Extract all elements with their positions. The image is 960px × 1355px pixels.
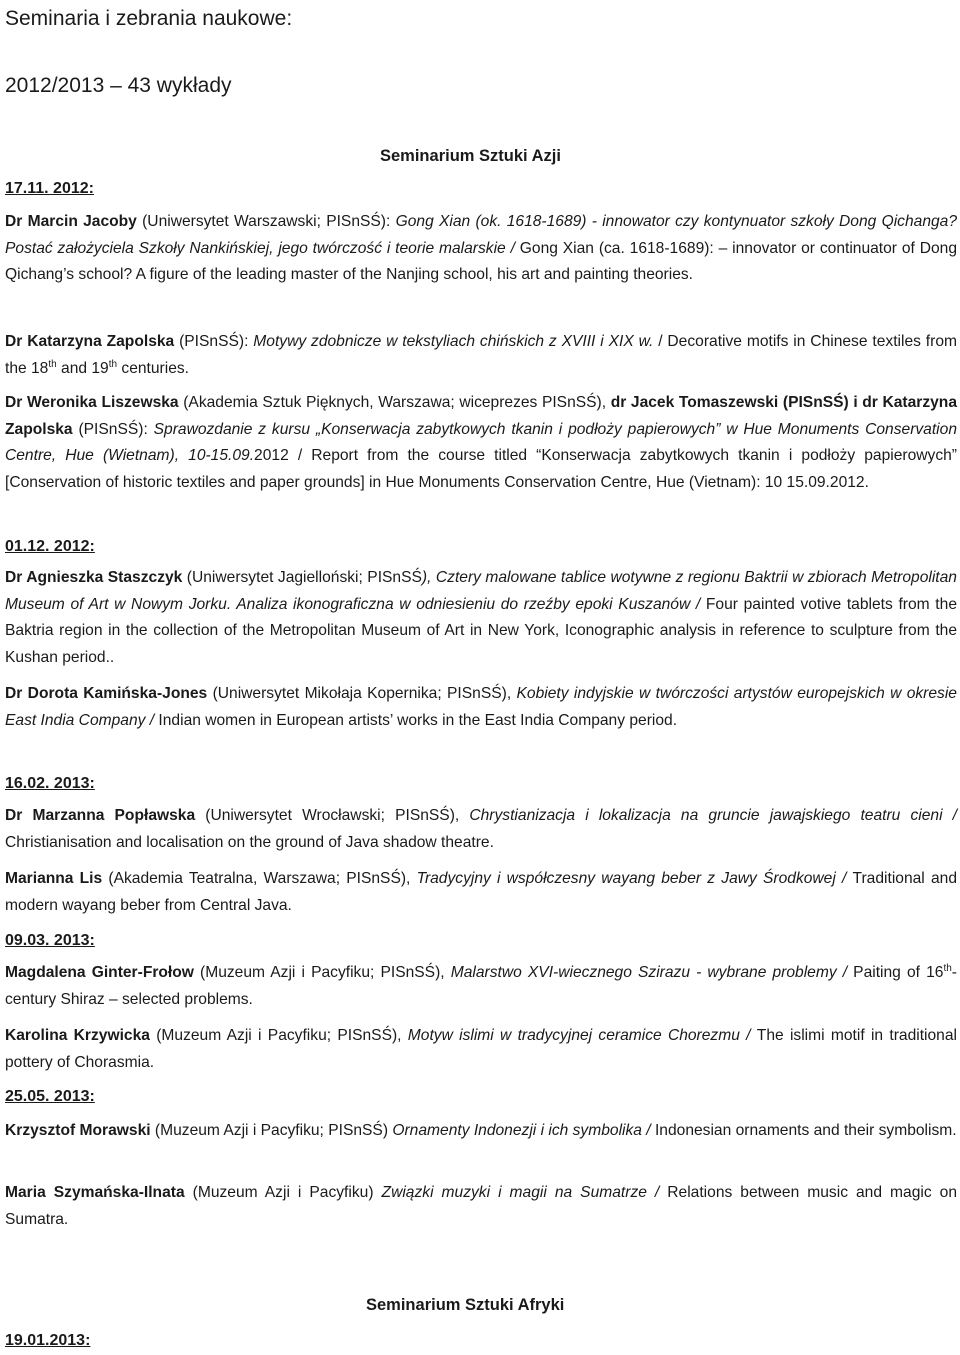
lecture-title-english: Relations between music and magic on Sumatra.	[5, 1184, 957, 1228]
lecture-title-english: Traditional and modern wayang beber from Central Java.	[5, 870, 957, 914]
lecture-title-polish: Motyw islimi w tradycyjnej ceramice Chorezmu /	[407, 1027, 757, 1044]
speaker-affiliation: (Muzeum Azji i Pacyfiku; PISnSŚ),	[149, 1027, 408, 1044]
speaker-affiliation: (Uniwersytet Jagielloński; PISnSŚ	[182, 569, 422, 586]
speaker-affiliation: (PISnSŚ):	[174, 333, 254, 350]
lecture-entry-krzywicka	[5, 1023, 957, 1076]
speaker-name: Dr Dorota Kamińska-Jones	[5, 685, 208, 702]
speaker-affiliation: (Uniwersytet Wrocławski; PISnSŚ),	[195, 807, 470, 824]
speaker-name: Dr Weronika Liszewska	[5, 394, 179, 411]
lecture-title-english: Indian women in European artists’ works in the East India Company period.	[158, 711, 678, 729]
speaker-name: dr Jacek Tomaszewski (PISnSŚ) i dr Katarzyna Zapolska	[5, 394, 958, 438]
lecture-title-polish: Tradycyjny i współczesny wayang beber z Jawy Środkowej /	[416, 870, 853, 887]
date-heading: 16.02. 2013:	[5, 775, 95, 792]
date-heading: 25.05. 2013:	[5, 1088, 95, 1105]
lecture-entry-ginter	[5, 960, 957, 1013]
speaker-affiliation: (Uniwersytet Warszawski; PISnSŚ):	[136, 213, 396, 230]
speaker-name: Krzysztof Morawski	[5, 1122, 151, 1139]
lecture-title-polish: Chrystianizacja i lokalizacja na gruncie jawajskiego teatru cieni /	[469, 807, 958, 824]
superscript: th	[48, 358, 57, 370]
lecture-entry-staszczyk	[5, 565, 957, 671]
speaker-affiliation: (Muzeum Azji i Pacyfiku; PISnSŚ)	[150, 1122, 393, 1139]
lecture-entry-szymanska	[5, 1180, 957, 1233]
speaker-affiliation: (Muzeum Azji i Pacyfiku; PISnSŚ),	[193, 964, 451, 981]
speaker-affiliation: (Akademia Sztuk Pięknych, Warszawa; wiceprezes PISnSŚ),	[178, 394, 611, 411]
lecture-title-english: -century Shiraz – selected problems.	[5, 964, 957, 1008]
lecture-entry-jacoby	[5, 209, 957, 289]
speaker-affiliation: (PISnSŚ):	[72, 420, 154, 438]
speaker-affiliation: (Uniwersytet Mikołaja Kopernika; PISnSŚ),	[207, 685, 517, 702]
asia-seminar-title: Seminarium Sztuki Azji	[380, 147, 561, 165]
lecture-title-english: 2012 / Report from the course titled “Konserwacja zabytkowych tkanin i podłoży papierowych” [Conservation of historic textiles and paper grounds] in Hue Monuments Conservation Centre, Hue (Vietnam): 10 15.09.2012.	[5, 447, 957, 491]
lecture-title-english: Gong Xian (ca. 1618-1689): – innovator or continuator of Dong Qichang’s school? A figure of the leading master of the Nanjing school, his art and painting theories.	[5, 239, 957, 283]
lecture-title-polish: Ornamenty Indonezji i ich symbolika /	[392, 1122, 655, 1139]
lecture-title-polish: Sprawozdanie z kursu „Konserwacja zabytkowych tkanin i podłoży papierowych” w Hue Monuments Conservation Centre, Hue (Wietnam), 10-15.09.	[5, 420, 957, 464]
date-heading: 19.01.2013:	[5, 1332, 91, 1349]
speaker-name: Dr Agnieszka Staszczyk	[5, 569, 183, 586]
speaker-name: Maria Szymańska-Ilnata	[5, 1184, 185, 1201]
superscript: th	[108, 358, 118, 370]
date-heading: 01.12. 2012:	[5, 538, 95, 555]
lecture-entry-poplawska	[5, 803, 957, 856]
lecture-entry-liszewska	[5, 390, 957, 496]
africa-seminar-title: Seminarium Sztuki Afryki	[366, 1296, 565, 1314]
lecture-title-polish: Gong Xian (ok. 1618-1689) - innowator czy kontynuator szkoły Dong Qichanga? Postać założyciela Szkoły Nankińskiej, jego twórczość i teorie malarskie /	[5, 213, 958, 257]
lecture-title-english: Indonesian ornaments and their symbolism.	[654, 1122, 957, 1139]
lecture-title-english: Paiting of 16	[853, 964, 944, 981]
speaker-name: Magdalena Ginter-Frołow	[5, 964, 194, 981]
speaker-name: Dr Katarzyna Zapolska	[5, 333, 175, 350]
lecture-title-english: Four painted votive tablets from the Baktria region in the collection of the Metropolitan Museum of Art in New York, Iconographic analysis in reference to sculpture from the Kushan period..	[5, 595, 957, 666]
speaker-name: Karolina Krzywicka	[5, 1027, 150, 1044]
lecture-entry-morawski	[5, 1118, 957, 1145]
speaker-name: Dr Marzanna Popławska	[5, 807, 196, 824]
lecture-entry-zapolska	[5, 329, 957, 382]
lecture-title-english: The islimi motif in traditional pottery of Chorasmia.	[5, 1027, 957, 1071]
lecture-entry-lis	[5, 866, 957, 919]
lecture-title-english: and 19	[56, 359, 109, 377]
date-heading: 17.11. 2012:	[5, 180, 94, 197]
speaker-name: Marianna Lis	[5, 870, 103, 887]
lecture-entry-kaminska	[5, 681, 957, 734]
lecture-title-polish: Związki muzyki i magii na Sumatrze /	[381, 1184, 668, 1201]
lecture-title-english: centuries.	[117, 359, 190, 377]
lecture-title-polish: Kobiety indyjskie w twórczości artystów europejskich w okresie East India Company /	[5, 685, 957, 729]
speaker-affiliation: (Akademia Teatralna, Warszawa; PISnSŚ),	[102, 870, 417, 887]
academic-year-line: 2012/2013 – 43 wykłady	[5, 74, 232, 97]
lecture-title-english: / Decorative motifs in Chinese textiles from the 18	[5, 333, 957, 377]
speaker-name: Dr Marcin Jacoby	[5, 213, 137, 230]
lecture-title-polish: ), Cztery malowane tablice wotywne z regionu Baktrii w zbiorach Metropolitan Museum of Art w Nowym Jorku. Analiza ikonograficzna w odniesieniu do rzeźby epoki Kuszanów /	[5, 569, 957, 613]
speaker-affiliation: (Muzeum Azji i Pacyfiku)	[184, 1184, 382, 1201]
date-heading: 09.03. 2013:	[5, 932, 95, 949]
superscript: th	[943, 962, 952, 974]
lecture-title-english: Christianisation and localisation on the ground of Java shadow theatre.	[5, 833, 494, 851]
lecture-title-polish: Motywy zdobnicze w tekstyliach chińskich z XVIII i XIX w.	[253, 333, 654, 350]
page-heading: Seminaria i zebrania naukowe:	[5, 7, 293, 30]
lecture-title-polish: Malarstwo XVI-wiecznego Szirazu - wybrane problemy /	[450, 964, 854, 981]
